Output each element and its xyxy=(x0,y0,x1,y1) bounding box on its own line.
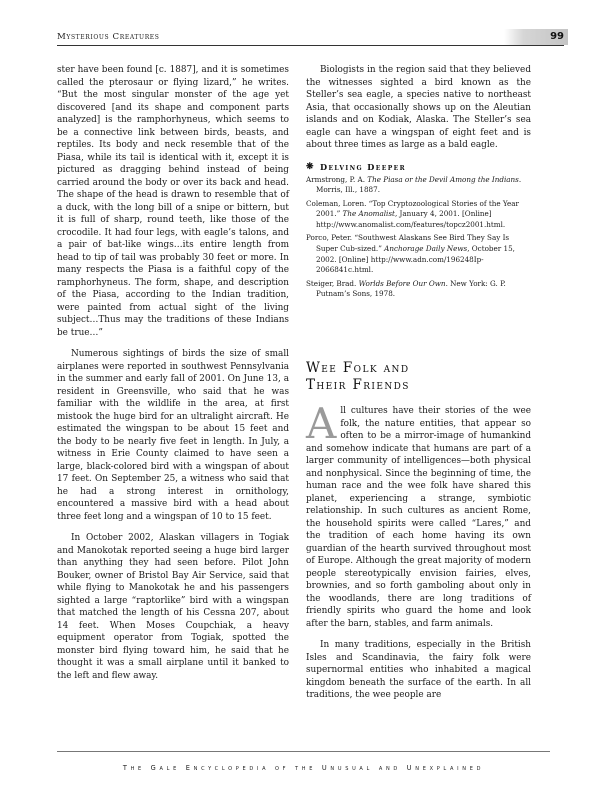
section-title: Wee Folk and Their Friends xyxy=(306,360,410,394)
paragraph: In many traditions, especially in the British Isles and Scandinavia, the fairy folk were supernormal entities who inhabited a magical kingdom beneath the surface of the earth. In all traditions, the wee people are xyxy=(306,640,531,701)
footer-title: The Gale Encyclopedia of the Unusual and Unexplained xyxy=(122,764,485,772)
drop-cap: A xyxy=(306,399,337,449)
reference-item: Armstrong, P. A. The Piasa or the Devil Among the Indians. Morris, Ill., 1887. xyxy=(306,174,522,195)
reference-item: Coleman, Loren. “Top Cryptozoological Stories of the Year 2001.” The Anomalist, January 4, 2001. [Online] http://www.anomalist.com/features/topcz2001.html. xyxy=(306,198,519,229)
page-number: 99 xyxy=(504,29,568,45)
page-header xyxy=(57,31,564,46)
section-body xyxy=(306,399,531,630)
reference-item: Steiger, Brad. Worlds Before Our Own. New York: G. P. Putnam’s Sons, 1978. xyxy=(306,278,506,299)
paragraph: ll cultures have their stories of the wee folk, the nature entities, that appear so often to be a mirror-image of humankind and somehow indicate that humans are part of a larger community of intelligences—both physical and nonphysical. Since the beginning of time, the human race and the wee folk have shared this planet, experiencing a strange, symbiotic relationship. In such cultures as ancient Rome, the household spirits were called “Lares,” and the tradition of each home having its own guardian of the hearth survived throughout most of Europe. Although the great majority of modern people stereotypically envision fairies, elves, brownies, and so forth gamboling about only in the woodlands, there are long traditions of friendly spirits who guard the home and look after the barn, stables, and farm animals. xyxy=(306,406,531,629)
delving-deeper-label: Delving Deeper xyxy=(319,161,406,172)
left-column xyxy=(57,64,289,682)
reference-item: Porco, Peter. “Southwest Alaskans See Bird They Say Is Super Cub-sized.” Anchorage Daily News, October 15, 2002. [Online] http://www.adn.com/196248Ip-2066841c.html. xyxy=(306,233,515,275)
paragraph: ster have been found [c. 1887], and it is sometimes called the pterosaur or flying lizard,” he writes. “But the most singular monster of the age yet discovered [and its shape and component parts analyzed] is the ramphorhyneus, which seems to be a connective link between birds, beasts, and reptiles. Its body and neck resemble that of the Piasa, while its tail is identical with it, except it is pictured as dragging behind instead of being carried around the body or over its back and head. The shape of the head is drawn to resemble that of a duck, with the long bill of a snipe or bittern, but it is full of sharp, round teeth, like those of the crocodile. It had four legs, with eagle’s talons, and a pair of bat-like wings…its entire length from head to tip of tail was probably 30 feet or more. In many respects the Piasa is a faithful copy of the ramphorhyneus. The form, shape, and description of the Piasa, according to the Indian tradition, were painted from actual sight of the living subject…Thus may the traditions of these Indians be true…” xyxy=(57,65,289,338)
right-column xyxy=(306,64,531,702)
paragraph: Biologists in the region said that they believed the witnesses sighted a bird known as the Steller’s sea eagle, a species native to northeast Asia, that occasionally shows up on the Aleutian islands and on Kodiak, Alaska. The Steller’s sea eagle can have a wingspan of eight feet and is about three times as large as a bald eagle. xyxy=(306,65,531,150)
running-head: Mysterious Creatures xyxy=(57,32,160,42)
delving-deeper-heading xyxy=(306,162,531,172)
paragraph: Numerous sightings of birds the size of small airplanes were reported in southwest Pennsylvania in the summer and early fall of 2001. On June 13, a resident in Greensville, who said that he was familiar with the wildlife in the area, at first mistook the huge bird for an ultralight aircraft. He estimated the wingspan to be about 15 feet and the body to be nearly five feet in length. In July, a witness in Erie County claimed to have seen a large, black-colored bird with a wingspan of about 17 feet. On September 25, a witness who said that he had a strong interest in ornithology, encountered a massive bird with a head about three feet long and a wingspan of 10 to 15 feet. xyxy=(57,349,289,522)
paragraph: In October 2002, Alaskan villagers in Togiak and Manokotak reported seeing a huge bird larger than anything they had seen before. Pilot John Bouker, owner of Bristol Bay Air Service, said that while flying to Manokotak he and his passengers sighted a large “raptorlike” bird with a wingspan that matched the length of his Cessna 207, about 14 feet. When Moses Coupchiak, a heavy equipment operator from Togiak, spotted the monster bird flying toward him, he said that he thought it was a small airplane until it banked to the left and flew away. xyxy=(57,533,289,681)
page-footer xyxy=(57,751,550,772)
flower-bullet-icon: ❋ xyxy=(306,161,315,172)
